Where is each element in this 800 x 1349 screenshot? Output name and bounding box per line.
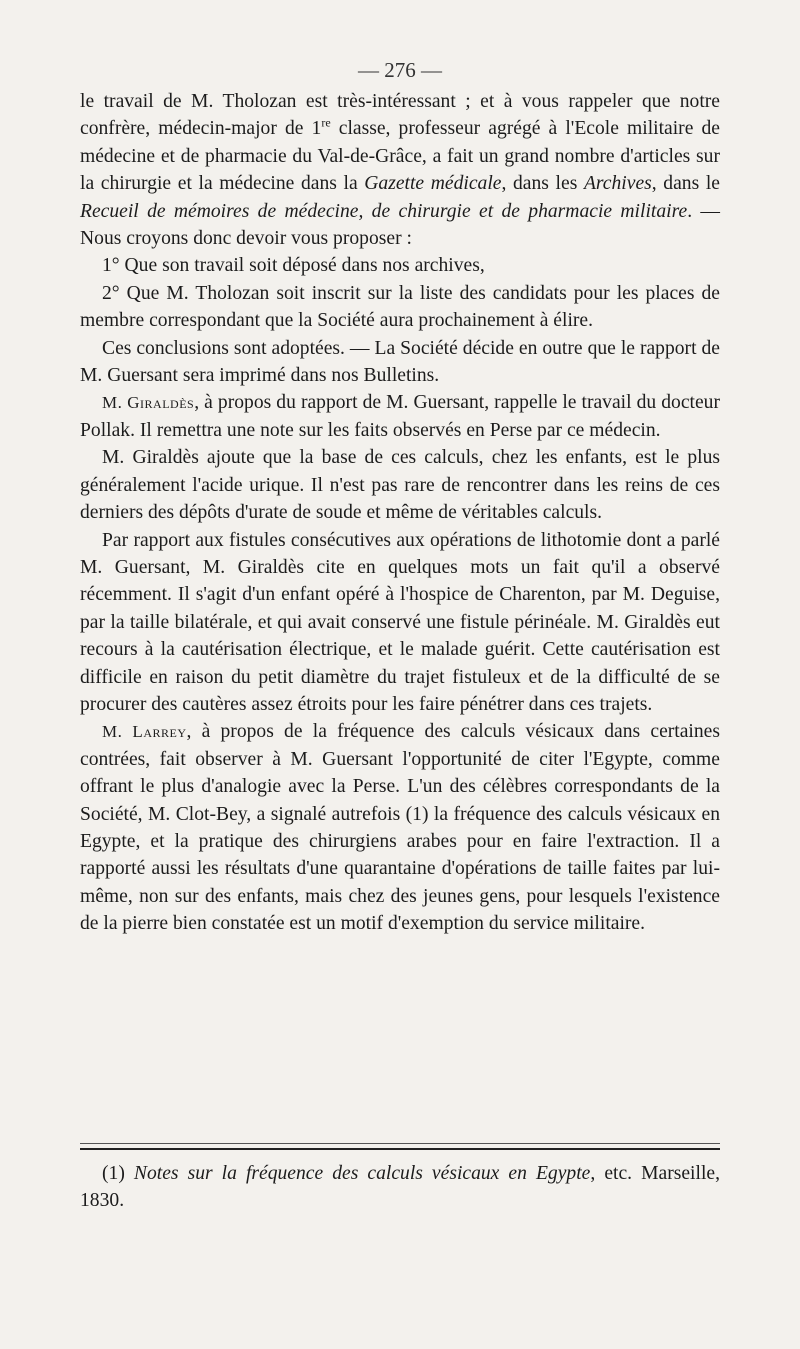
proposal-item-2: 2° Que M. Tholozan soit inscrit sur la liste des candidats pour les places de membre correspondant que la Société aura prochainement à élire. (80, 282, 720, 332)
body-text (80, 88, 720, 938)
paragraph-fistules: Par rapport aux fistules consécutives aux opérations de lithotomie dont a parlé M. Guersant, M. Giraldès cite en quelques mots un fait qu'il a observé récemment. Il s'agit d'un enfant opéré à l'hospice de Charenton, par M. Deguise, par la taille bilatérale, et qui avait conservé une fistule périnéale. M. Giraldès eut recours à la cautérisation électrique, et le malade guérit. Cette cautérisation est difficile en raison du petit diamètre du trajet fistuleux et de la difficulté de se procurer des cautères assez étroits pour les faire pénétrer dans ces trajets. (80, 529, 720, 715)
page-number: — 276 — (358, 58, 442, 82)
footnote-rule (80, 1143, 720, 1144)
footnote-rule-thick (80, 1148, 720, 1150)
speaker-name: M. Giraldès (102, 393, 195, 413)
paragraph-conclusions: Ces conclusions sont adoptées. — La Société décide en outre que le rapport de M. Guersant sera imprimé dans nos Bulletins. (80, 337, 720, 387)
footnote: (1) Notes sur la fréquence des calculs vésicaux en Egypte, etc. Marseille, 1830. (80, 1163, 720, 1211)
speaker-name: M. Larrey (102, 722, 187, 742)
paragraph-intro: le travail de M. Tholozan est très-intéressant ; et à vous rappeler que notre confrère, médecin-major de 1re classe, professeur agrégé à l'Ecole militaire de médecine et de pharmacie du Val-de-Grâce, a fait un grand nombre d'articles sur la chirurgie et la médecine dans la Gazette médicale, dans les Archives, dans le Recueil de mémoires de médecine, de chirurgie et de pharmacie militaire. — Nous croyons donc devoir vous proposer : (80, 91, 721, 250)
paragraph-giraldes: M. Giraldès, à propos du rapport de M. Guersant, rappelle le travail du docteur Pollak. Il remettra une note sur les faits observés en Perse par ce médecin. (80, 392, 720, 441)
paragraph-larrey: M. Larrey, à propos de la fréquence des calculs vésicaux dans certaines contrées, fait observer à M. Guersant l'opportunité de citer l'Egypte, comme offrant le plus d'analogie avec la Perse. L'un des célèbres correspondants de la Société, M. Clot-Bey, a signalé autrefois (1) la fréquence des calculs vésicaux en Egypte, et la pratique des chirurgiens arabes pour en faire l'extraction. Il a rapporté aussi les résultats d'une quarantaine d'opérations de taille faites par lui-même, non sur des enfants, mais chez des jeunes gens, pour lesquels l'existence de la pierre bien constatée est un motif d'exemption du service militaire. (80, 721, 720, 935)
proposal-item-1: 1° Que son travail soit déposé dans nos archives, (102, 255, 485, 277)
superscript: re (321, 115, 331, 130)
paragraph-giraldes-2: M. Giraldès ajoute que la base de ces calculs, chez les enfants, est le plus généralement l'acide urique. Il n'est pas rare de rencontrer dans les reins de ces derniers des dépôts d'urate de soude et même de véritables calculs. (80, 447, 720, 524)
